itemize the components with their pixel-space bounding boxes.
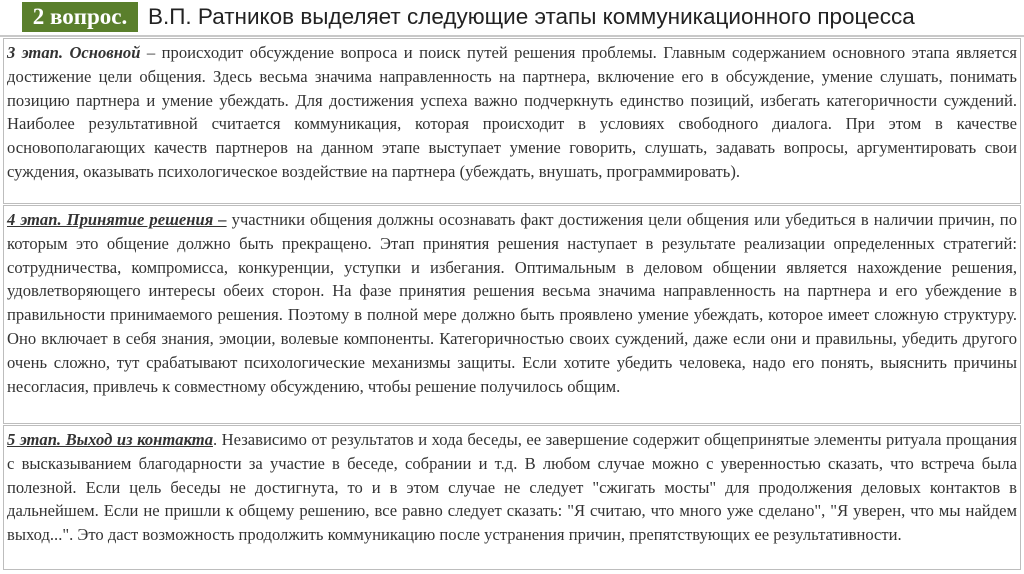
stage-5-text: . Независимо от результатов и хода беседы, ее завершение содержит общепринятые элементы ритуала прощания с высказыванием благодарности за участие в беседе, собрании и т.д. В любом случае можно с уверенностью сказать, что встреча была полезной. Если цель беседы не достигнута, то и в этом случае не следует "сжигать мосты" для продолжения деловых контактов в дальнейшем. Если не пришли к общему решению, все равно следует сказать: "Я считаю, что много уже сделано", "Я уверен, что мы найдем выход...". Это даст возможность продолжить коммуникацию после устранения причин, препятствующих ее результативности. (7, 430, 1017, 545)
stage-4-block (3, 205, 1021, 424)
slide-title: В.П. Ратников выделяет следующие этапы коммуникационного процесса (148, 4, 915, 29)
slide-header (0, 0, 1024, 36)
stage-4-text: участники общения должны осознавать факт достижения цели общения или убедиться в наличии причин, по которым это общение должно быть прекращено. Этап принятия решения наступает в результате реализации определенных стратегий: сотрудничества, компромисса, конкуренции, уступки и избегания. Оптимальным в деловом общении является нахождение решения, удовлетворяющего интересы обеих сторон. На фазе принятия решения весьма значима направленность на партнера и его убеждение в правильности принимаемого решения. Поэтому в полной мере должно быть проявлено умение убеждать, которое имеет сложную структуру. Оно включает в себя знания, эмоции, волевые компоненты. Категоричностью своих суждений, даже если они и правильны, убедить другого очень сложно, тут срабатывают психологические механизмы защиты. Если хотите убедить человека, надо его понять, выяснить причины несогласия, привлечь к совместному обсуждению, чтобы решение получилось общим. (7, 210, 1017, 396)
stage-3-heading: 3 этап. Основной (7, 43, 141, 62)
stage-3-block (3, 38, 1021, 204)
stage-3-text: – происходит обсуждение вопроса и поиск путей решения проблемы. Главным содержанием основного этапа является достижение цели общения. Здесь весьма значима направленность на партнера, включение его в обсуждение, умение слушать, понимать позицию партнера и умение убеждать. Для достижения успеха важно подчеркнуть единство позиций, избегать категоричности суждений. Наиболее результативной считается коммуникация, которая происходит в условиях свободного диалога. При этом в качестве основополагающих качеств партнеров на данном этапе выступает умение говорить, слушать, задавать вопросы, аргументировать свои суждения, оказывать психологическое воздействие на партнера (убеждать, внушать, программировать). (7, 43, 1017, 181)
stage-4-heading: 4 этап. Принятие решения – (7, 210, 227, 229)
title-divider (0, 35, 1024, 37)
stage-5-heading: 5 этап. Выход из контакта (7, 430, 213, 449)
stage-5-block (3, 425, 1021, 570)
question-badge: 2 вопрос. (22, 2, 138, 32)
